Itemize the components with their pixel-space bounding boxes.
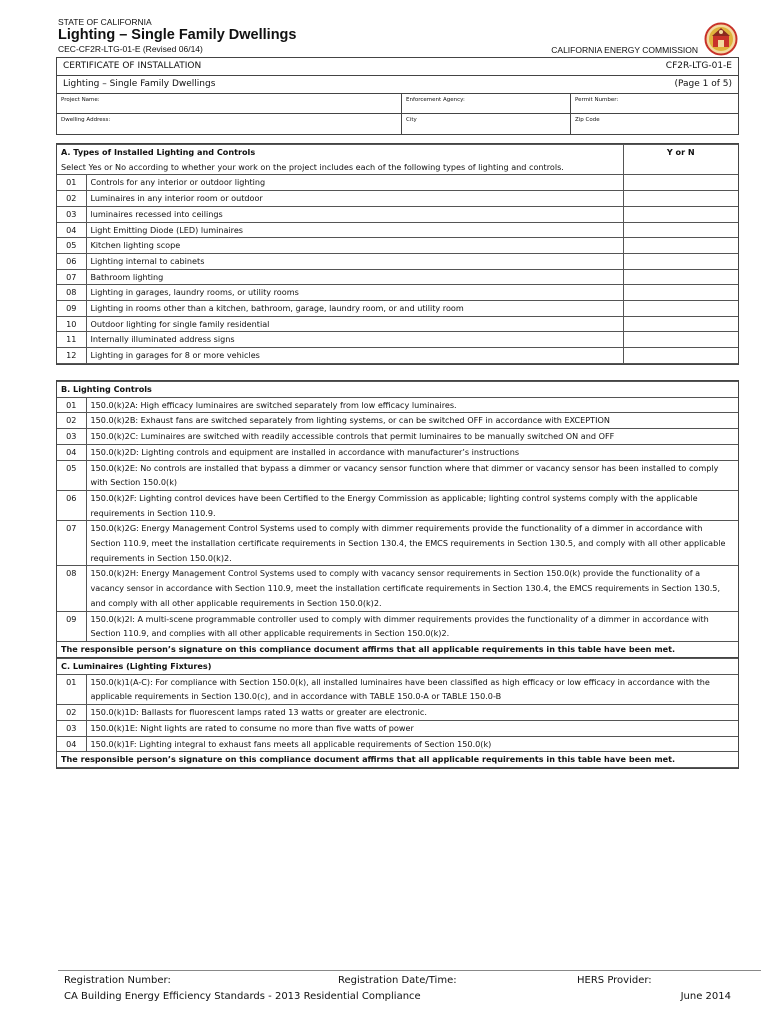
row-text: 150.0(k)2D: Lighting controls and equipment are installed in accordance with manufacturer’s instructions	[86, 444, 738, 460]
table-row	[57, 490, 738, 520]
california-seal-icon	[702, 22, 740, 56]
section-a-header	[57, 145, 623, 175]
row-number: 02	[57, 413, 86, 429]
standards-label: CA Building Energy Efficiency Standards - 2013 Residential Compliance	[64, 991, 421, 1002]
row-number: 02	[57, 191, 86, 207]
table-row	[57, 175, 738, 191]
yes-no-cell[interactable]	[623, 348, 738, 364]
yes-no-cell[interactable]	[623, 332, 738, 348]
yes-no-cell[interactable]	[623, 316, 738, 332]
row-text: 150.0(k)1D: Ballasts for fluorescent lamps rated 13 watts or greater are electronic.	[86, 705, 738, 721]
enforcement-agency-label: Enforcement Agency:	[406, 97, 465, 103]
affirmation-row	[57, 641, 738, 657]
table-row	[57, 705, 738, 721]
row-text: Outdoor lighting for single family residential	[86, 316, 623, 332]
row-number: 04	[57, 736, 86, 752]
row-number: 09	[57, 611, 86, 641]
form-id: CEC-CF2R-LTG-01-E (Revised 06/14)	[58, 44, 203, 54]
zip-code-label: Zip Code	[575, 117, 600, 123]
row-number: 04	[57, 444, 86, 460]
row-number: 01	[57, 397, 86, 413]
table-row	[57, 460, 738, 490]
row-number: 05	[57, 460, 86, 490]
affirmation-text: The responsible person’s signature on this compliance document affirms that all applicable requirements in this table have been met.	[57, 641, 738, 657]
table-row	[57, 566, 738, 611]
table-row	[57, 736, 738, 752]
table-row	[57, 332, 738, 348]
affirmation-row	[57, 752, 738, 768]
zip-code-field[interactable]	[570, 114, 738, 134]
table-row	[57, 413, 738, 429]
row-text: 150.0(k)1(A-C): For compliance with Section 150.0(k), all installed luminaires have been classified as high efficacy or low efficacy in accordance with the applicable requirements in Section 130.0(c), and in accordance with TABLE 150.0-A or TABLE 150.0-B	[86, 674, 738, 704]
yes-no-cell[interactable]	[623, 206, 738, 222]
enforcement-agency-field[interactable]	[401, 94, 570, 113]
project-row	[57, 94, 738, 114]
row-text: 150.0(k)2A: High efficacy luminaires are switched separately from low efficacy luminaires.	[86, 397, 738, 413]
yes-no-cell[interactable]	[623, 222, 738, 238]
row-text: 150.0(k)2F: Lighting control devices have been Certified to the Energy Commission as applicable; lighting control systems comply with the applicable requirements in Section 110.9.	[86, 490, 738, 520]
row-text: 150.0(k)2E: No controls are installed that bypass a dimmer or vacancy sensor function where that dimmer or vacancy sensor has been installed to comply with Section 150.0(k)	[86, 460, 738, 490]
address-row	[57, 114, 738, 134]
table-row	[57, 253, 738, 269]
row-number: 05	[57, 238, 86, 254]
yes-no-cell[interactable]	[623, 269, 738, 285]
header-info-box	[56, 57, 739, 135]
hers-provider-label: HERS Provider:	[577, 975, 652, 986]
footer-divider	[58, 970, 761, 971]
row-text: Lighting in garages, laundry rooms, or utility rooms	[86, 285, 623, 301]
section-c-title: C. Luminaires (Lighting Fixtures)	[57, 659, 738, 675]
row-number: 07	[57, 269, 86, 285]
table-row	[57, 301, 738, 317]
table-row	[57, 285, 738, 301]
table-row	[57, 674, 738, 704]
permit-number-label: Permit Number:	[575, 97, 619, 103]
row-number: 02	[57, 705, 86, 721]
row-text: luminaires recessed into ceilings	[86, 206, 623, 222]
row-number: 06	[57, 253, 86, 269]
row-text: 150.0(k)2H: Energy Management Control Systems used to comply with vacancy sensor requirements in Section 150.0(k) provide the functionality of a vacancy sensor in accordance with Section 110.9, meet the installation certificate requirements in Section 130.4, the EMCS requirements in Section 130.5, and comply with all other applicable requirements in Section 150.0(k)2.	[86, 566, 738, 611]
table-row	[57, 269, 738, 285]
row-text: Lighting in rooms other than a kitchen, bathroom, garage, laundry room, or and utility room	[86, 301, 623, 317]
table-row	[57, 222, 738, 238]
section-c-table	[56, 657, 739, 769]
table-row	[57, 444, 738, 460]
row-number: 08	[57, 566, 86, 611]
row-number: 03	[57, 720, 86, 736]
yes-no-cell[interactable]	[623, 285, 738, 301]
certificate-label: CERTIFICATE OF INSTALLATION	[63, 61, 202, 71]
row-text: 150.0(k)2G: Energy Management Control Systems used to comply with dimmer requirements provide the functionality of a dimmer in accordance with Section 110.9, meet the installation certificate requirements in Section 130.4, the EMCS requirements in Section 130.5, and comply with all other applicable requirements in Section 150.0(k)2.	[86, 521, 738, 566]
subtitle: Lighting – Single Family Dwellings	[63, 79, 216, 89]
table-row	[57, 238, 738, 254]
row-text: 150.0(k)2I: A multi-scene programmable controller used to comply with dimmer requirements provides the functionality of a dimmer in accordance with Section 110.9, and complies with all other applicable requirements in Section 150.0(k)2.	[86, 611, 738, 641]
table-row	[57, 206, 738, 222]
row-number: 04	[57, 222, 86, 238]
yes-no-header: Y or N	[623, 145, 738, 175]
row-text: Bathroom lighting	[86, 269, 623, 285]
affirmation-text: The responsible person’s signature on this compliance document affirms that all applicable requirements in this table have been met.	[57, 752, 738, 768]
registration-number-label: Registration Number:	[64, 975, 171, 986]
project-name-label: Project Name:	[61, 97, 100, 103]
yes-no-cell[interactable]	[623, 253, 738, 269]
row-text: Kitchen lighting scope	[86, 238, 623, 254]
section-a-title: A. Types of Installed Lighting and Controls	[61, 147, 256, 157]
table-row	[57, 191, 738, 207]
section-a-table	[56, 143, 739, 365]
table-row	[57, 720, 738, 736]
row-text: Lighting internal to cabinets	[86, 253, 623, 269]
table-row	[57, 611, 738, 641]
table-row	[57, 316, 738, 332]
yes-no-cell[interactable]	[623, 301, 738, 317]
dwelling-address-field[interactable]	[57, 114, 401, 134]
table-row	[57, 429, 738, 445]
row-text: Light Emitting Diode (LED) luminaires	[86, 222, 623, 238]
row-number: 07	[57, 521, 86, 566]
yes-no-cell[interactable]	[623, 191, 738, 207]
row-number: 06	[57, 490, 86, 520]
row-number: 01	[57, 674, 86, 704]
row-number: 12	[57, 348, 86, 364]
table-row	[57, 348, 738, 364]
row-number: 09	[57, 301, 86, 317]
row-text: Controls for any interior or outdoor lighting	[86, 175, 623, 191]
section-b-table	[56, 380, 739, 659]
row-text: Internally illuminated address signs	[86, 332, 623, 348]
section-a-instructions: Select Yes or No according to whether your work on the project includes each of the following types of lighting and controls.	[61, 161, 564, 172]
doc-code: CF2R-LTG-01-E	[665, 61, 732, 71]
row-text: 150.0(k)1E: Night lights are rated to consume no more than five watts of power	[86, 720, 738, 736]
row-number: 08	[57, 285, 86, 301]
row-number: 10	[57, 316, 86, 332]
project-name-field[interactable]	[57, 94, 401, 113]
row-number: 03	[57, 429, 86, 445]
yes-no-cell[interactable]	[623, 175, 738, 191]
row-text: 150.0(k)1F: Lighting integral to exhaust fans meets all applicable requirements of Section 150.0(k)	[86, 736, 738, 752]
row-number: 11	[57, 332, 86, 348]
permit-number-field[interactable]	[570, 94, 738, 113]
document-title: Lighting – Single Family Dwellings	[58, 27, 297, 43]
page-indicator: (Page 1 of 5)	[674, 79, 732, 89]
row-text: 150.0(k)2C: Luminaires are switched with readily accessible controls that permit luminaires to be manually switched ON and OFF	[86, 429, 738, 445]
footer-date: June 2014	[680, 991, 731, 1002]
city-label: City	[406, 117, 417, 123]
agency-name: CALIFORNIA ENERGY COMMISSION	[551, 45, 698, 55]
row-text: Lighting in garages for 8 or more vehicles	[86, 348, 623, 364]
table-row	[57, 397, 738, 413]
city-field[interactable]	[401, 114, 570, 134]
registration-date-label: Registration Date/Time:	[338, 975, 457, 986]
dwelling-address-label: Dwelling Address:	[61, 117, 111, 123]
state-label: STATE OF CALIFORNIA	[58, 17, 152, 27]
row-number: 01	[57, 175, 86, 191]
row-text: 150.0(k)2B: Exhaust fans are switched separately from lighting systems, or can be switched OFF in accordance with EXCEPTION	[86, 413, 738, 429]
row-text: Luminaires in any interior room or outdoor	[86, 191, 623, 207]
row-number: 03	[57, 206, 86, 222]
yes-no-cell[interactable]	[623, 238, 738, 254]
section-b-title: B. Lighting Controls	[57, 382, 738, 398]
table-row	[57, 521, 738, 566]
